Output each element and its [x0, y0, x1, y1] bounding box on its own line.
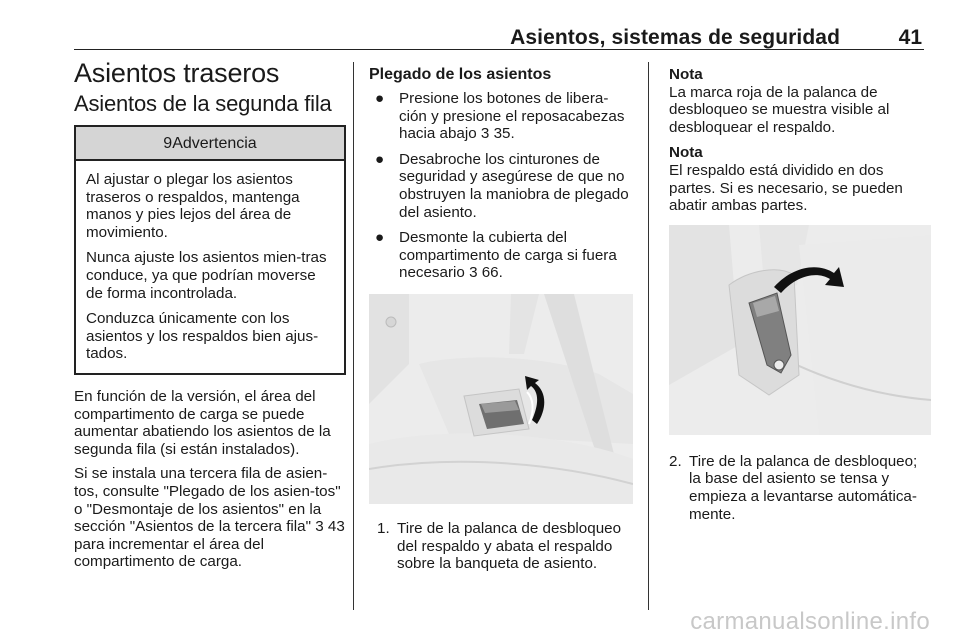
folding-heading: Plegado de los asientos: [369, 66, 552, 83]
list-item: [369, 151, 633, 221]
column-divider-2: [648, 62, 649, 610]
bullet-list: [369, 90, 633, 282]
warning-paragraph: Conduzca únicamente con los asientos y los respaldos bien ajus-tados.: [86, 310, 319, 363]
warning-header: [76, 127, 344, 161]
list-item-text: Desabroche los cinturones de seguridad y asegúrese de que no obstruyen la maniobra de plegado del asiento.: [399, 150, 629, 221]
section-title: Asientos traseros: [74, 58, 280, 88]
subsection-title: Asientos de la segunda fila: [74, 91, 332, 116]
note-label: Nota: [669, 66, 703, 83]
release-lever-illustration: [669, 225, 931, 435]
bullet-icon: ●: [375, 150, 385, 168]
warning-paragraph: Al ajustar o plegar los asientos traseros o respaldos, mantenga manos y pies lejos del área de movimiento.: [86, 171, 300, 241]
step-text: Tire de la palanca de desbloqueo del respaldo y abata el respaldo sobre la banqueta de asiento.: [397, 519, 622, 573]
step-item: [669, 453, 927, 523]
seat-lever-illustration: [369, 294, 633, 504]
bullet-icon: ●: [375, 90, 385, 107]
note-text: La marca roja de la palanca de desbloqueo se muestra visible al desbloquear el respaldo.: [669, 83, 890, 136]
body-paragraph: En función de la versión, el área del compartimento de carga se puede aumentar abatiendo los asientos de la segunda fila (si están instalados).: [74, 387, 331, 458]
list-item-text: Desmonte la cubierta del compartimento de carga si fuera necesario 3 66.: [399, 229, 617, 282]
step-text: Tire de la palanca de desbloqueo; la base del asiento se tensa y empieza a levantarse automática-mente.: [689, 452, 918, 523]
warning-body: [76, 161, 344, 373]
body-paragraph: Si se instala una tercera fila de asien-tos, consulte "Plegado de los asien-tos" o "Desmontaje de los asientos" en la sección "Asientos de la tercera fila" 3 43 para incrementar el área del compartimento de carga.: [74, 465, 345, 571]
note-text: El respaldo está dividido en dos partes. Si es necesario, se pueden abatir ambas partes.: [669, 161, 903, 215]
watermark: carmanualsonline.info: [690, 608, 930, 635]
list-item: [369, 229, 633, 282]
list-item: [369, 90, 633, 143]
warning-box: [74, 125, 346, 375]
step-list: [669, 453, 927, 523]
warning-paragraph: Nunca ajuste los asientos mien-tras conduce, ya que podrían moverse de forma incontrolada.: [86, 249, 327, 302]
step-item: [369, 520, 633, 573]
note-label: Nota: [669, 144, 703, 162]
warning-title: Advertencia: [172, 135, 257, 152]
column-divider-1: [353, 62, 354, 610]
page-number: 41: [898, 26, 922, 49]
bullet-icon: ●: [375, 229, 385, 247]
seat-lever-drawing: [369, 294, 633, 504]
warning-icon: 9: [163, 135, 173, 152]
release-lever-drawing: [669, 225, 931, 435]
column-1: [74, 58, 346, 578]
column-3: [669, 66, 927, 523]
step-number: 1.: [377, 519, 390, 537]
list-item-text: Presione los botones de libera-ción y presione el reposacabezas hacia abajo 3 35.: [399, 90, 625, 143]
step-number: 2.: [669, 452, 682, 470]
column-2: [369, 66, 633, 573]
header-rule: [74, 49, 924, 50]
page-header-title: Asientos, sistemas de seguridad: [510, 26, 840, 49]
step-list: [369, 520, 633, 573]
